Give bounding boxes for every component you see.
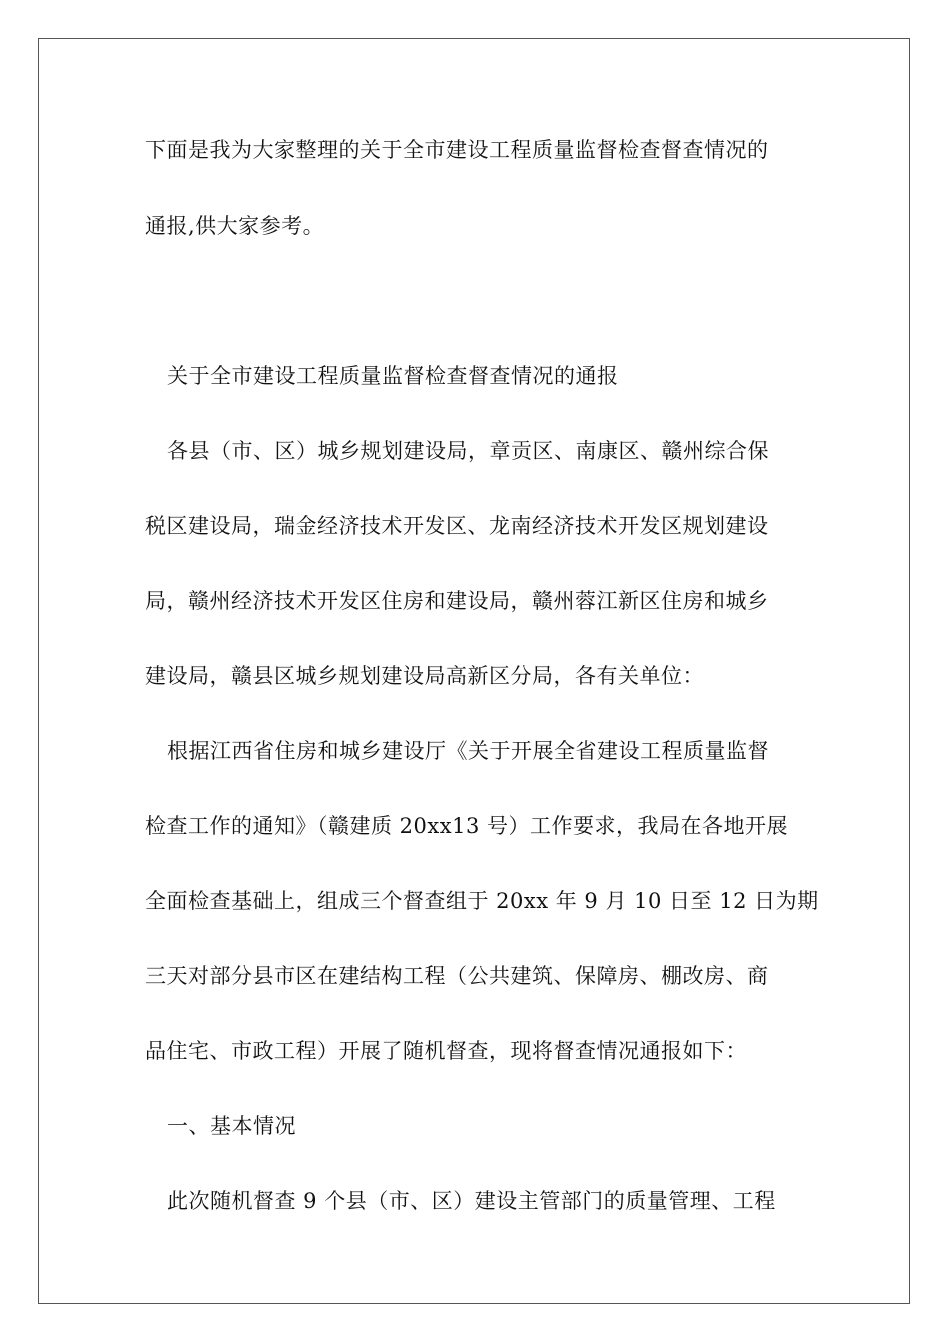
addressee-line-1: 各县（市、区）城乡规划建设局，章贡区、南康区、赣州综合保 — [167, 439, 769, 463]
body-line-4: 三天对部分县市区在建结构工程（公共建筑、保障房、棚改房、商 — [145, 964, 769, 988]
body-line-2: 检查工作的通知》（赣建质 20xx13 号）工作要求，我局在各地开展 — [145, 814, 788, 838]
intro-line-1: 下面是我为大家整理的关于全市建设工程质量监督检查督查情况的 — [145, 138, 769, 162]
section-heading: 一、基本情况 — [167, 1114, 296, 1138]
intro-line-2: 通报,供大家参考。 — [145, 214, 325, 238]
addressee-line-4: 建设局，赣县区城乡规划建设局高新区分局，各有关单位： — [145, 664, 704, 688]
addressee-line-2: 税区建设局，瑞金经济技术开发区、龙南经济技术开发区规划建设 — [145, 514, 769, 538]
addressee-line-3: 局，赣州经济技术开发区住房和建设局，赣州蓉江新区住房和城乡 — [145, 589, 769, 613]
body-line-3: 全面检查基础上，组成三个督查组于 20xx 年 9 月 10 日至 12 日为期 — [145, 889, 819, 913]
document-title: 关于全市建设工程质量监督检查督查情况的通报 — [167, 364, 619, 388]
body-line-1: 根据江西省住房和城乡建设厅《关于开展全省建设工程质量监督 — [167, 739, 769, 763]
body-line-5: 品住宅、市政工程）开展了随机督查，现将督查情况通报如下： — [145, 1039, 747, 1063]
section-line-1: 此次随机督查 9 个县（市、区）建设主管部门的质量管理、工程 — [167, 1189, 776, 1213]
